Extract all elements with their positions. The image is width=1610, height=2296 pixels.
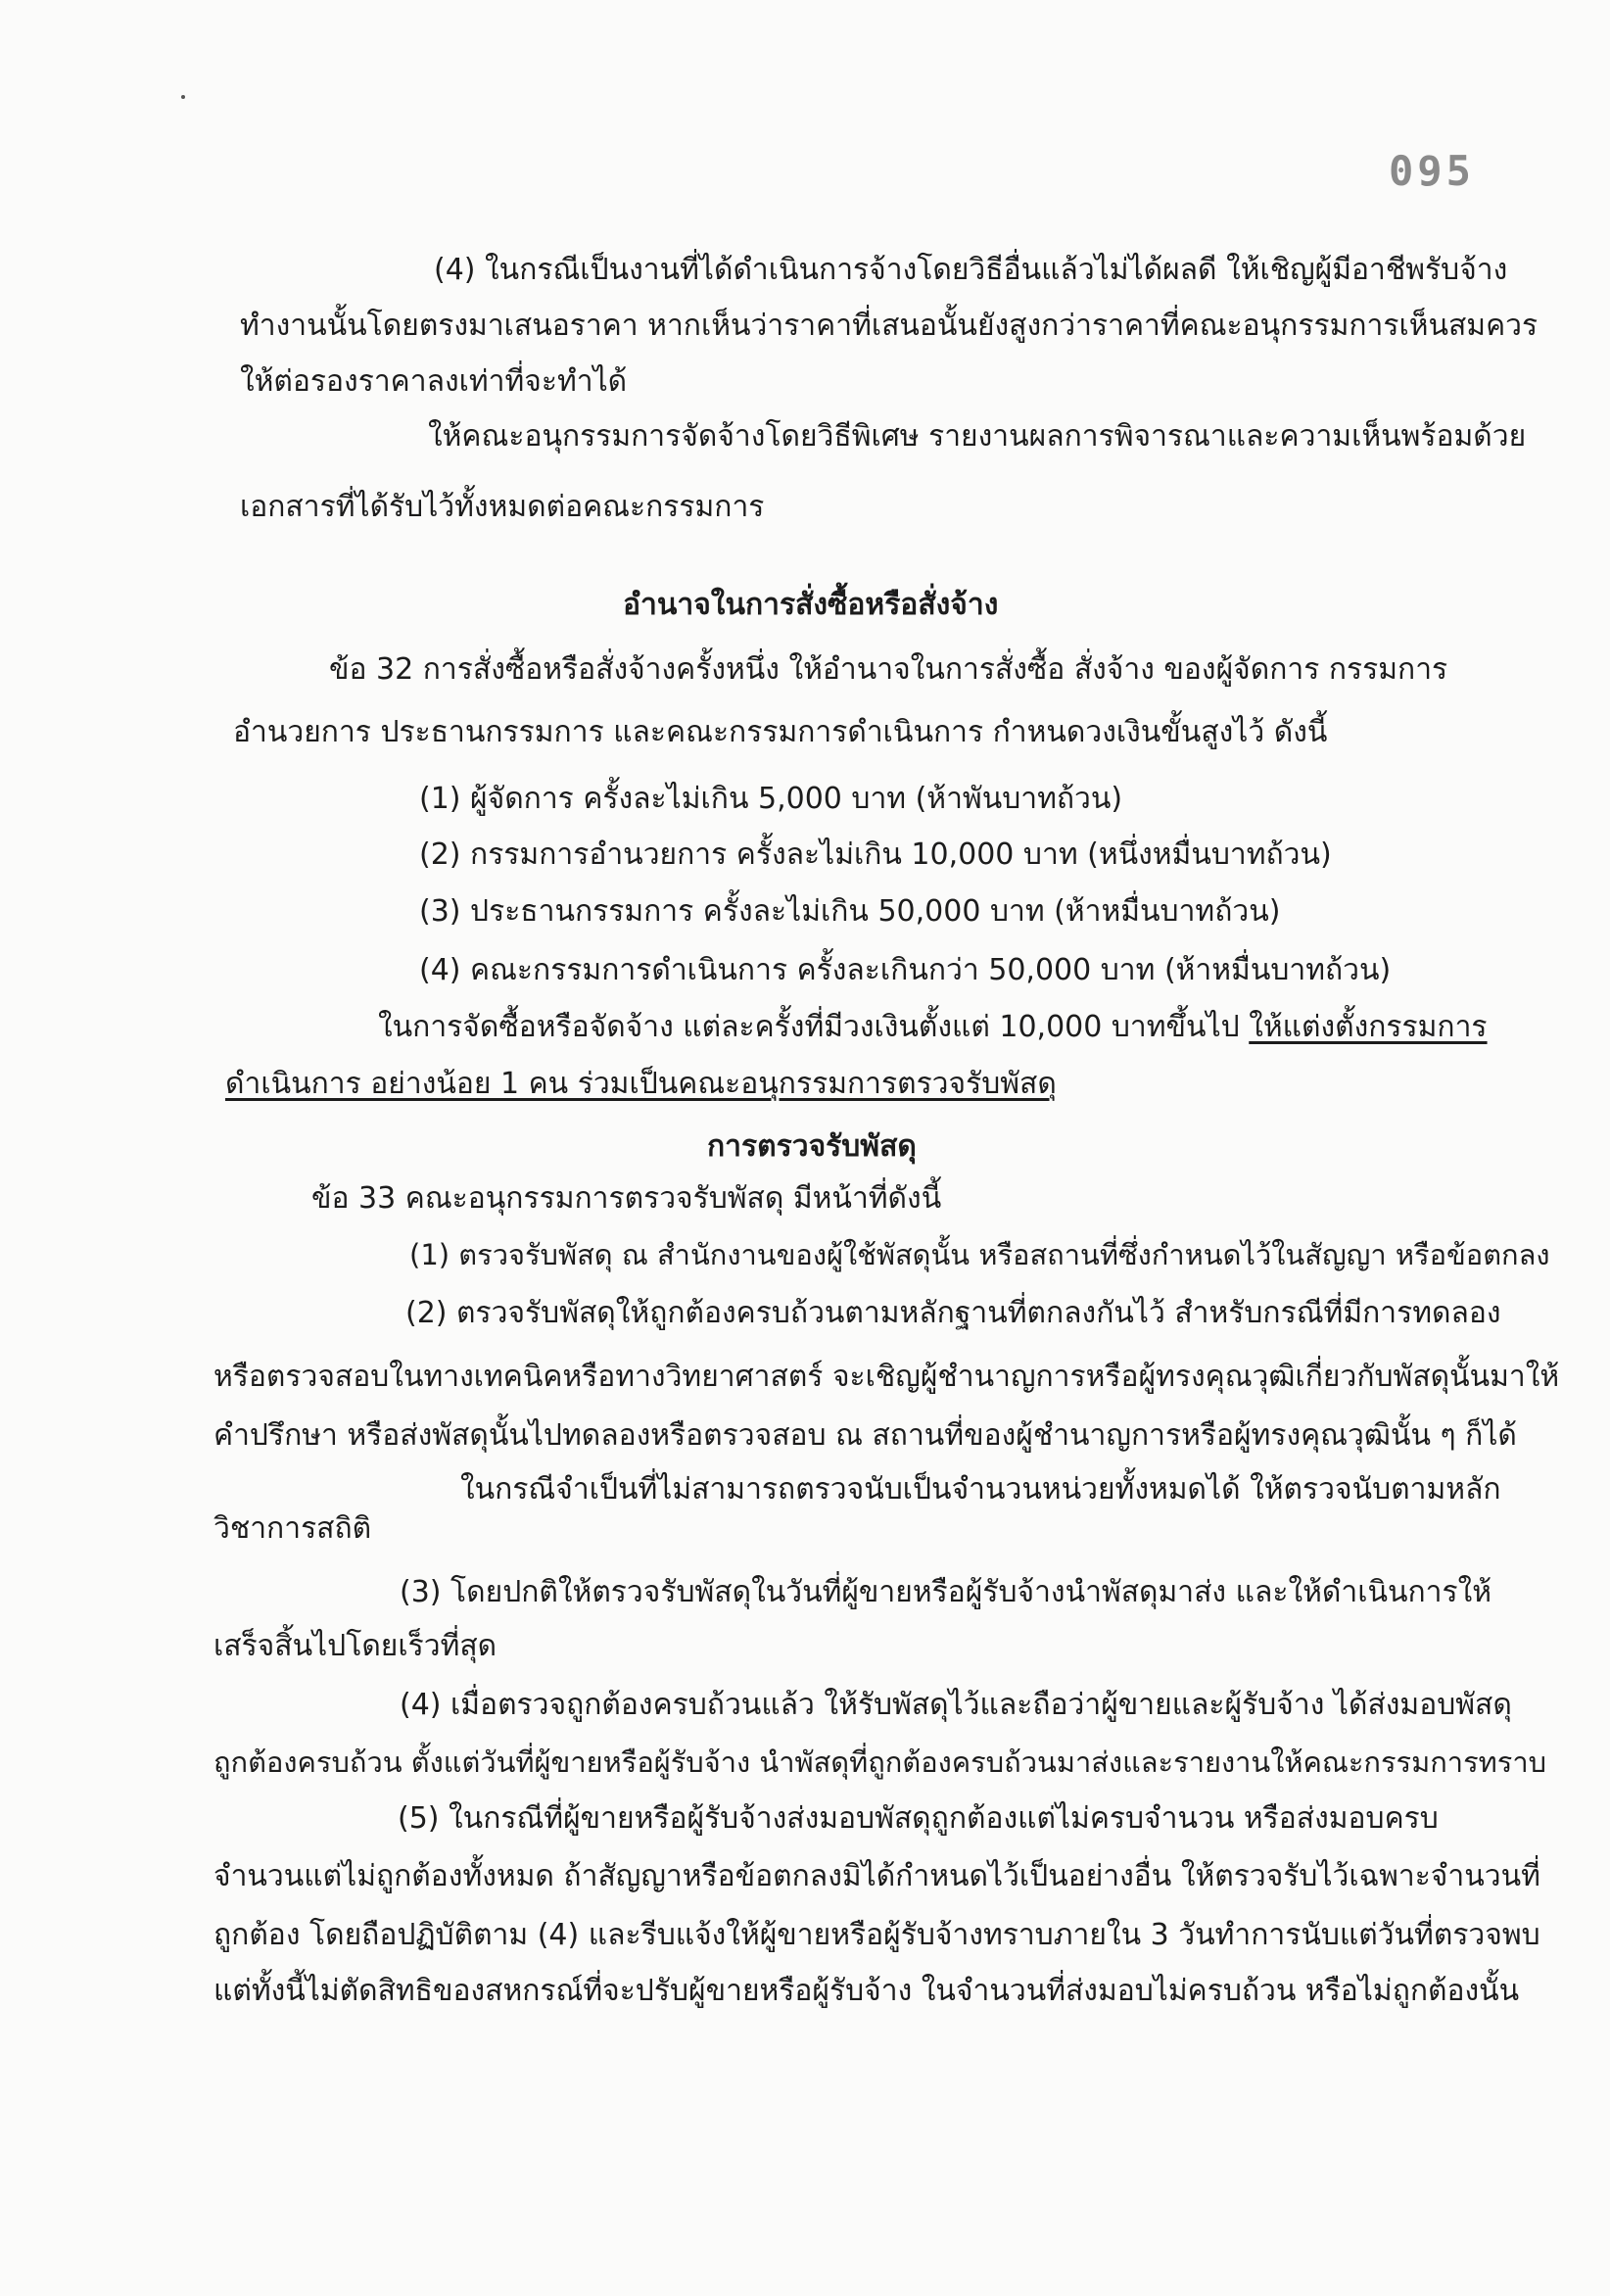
inspection-item-2-line-4: ในกรณีจำเป็นที่ไม่สามารถตรวจนับเป็นจำนวนหน่วยทั้งหมดได้ ให้ตรวจนับตามหลัก xyxy=(460,1472,1501,1507)
section-heading-authority: อำนาจในการสั่งซื้อหรือสั่งจ้าง xyxy=(623,588,999,622)
authority-item-4: (4) คณะกรรมการดำเนินการ ครั้งละเกินกว่า 50,000 บาท (ห้าหมื่นบาทถ้วน) xyxy=(419,953,1392,987)
inspection-item-3-line-1: (3) โดยปกติให้ตรวจรับพัสดุในวันที่ผู้ขายหรือผู้รับจ้างนำพัสดุมาส่ง และให้ดำเนินการให้ xyxy=(400,1575,1492,1609)
inspection-item-3-line-2: เสร็จสิ้นไปโดยเร็วที่สุด xyxy=(213,1629,497,1663)
inspection-item-2-line-1: (2) ตรวจรับพัสดุให้ถูกต้องครบถ้วนตามหลักฐานที่ตกลงกันไว้ สำหรับกรณีที่มีการทดลอง xyxy=(405,1296,1501,1330)
inspection-item-4-line-1: (4) เมื่อตรวจถูกต้องครบถ้วนแล้ว ให้รับพัสดุไว้และถือว่าผู้ขายและผู้รับจ้าง ได้ส่งมอบพัสดุ xyxy=(400,1688,1512,1722)
inspection-item-4-line-2: ถูกต้องครบถ้วน ตั้งแต่วันที่ผู้ขายหรือผู้รับจ้าง นำพัสดุที่ถูกต้องครบถ้วนมาส่งและรายงานให้คณะกรรมการทราบ xyxy=(213,1746,1547,1779)
authority-item-3: (3) ประธานกรรมการ ครั้งละไม่เกิน 50,000 บาท (ห้าหมื่นบาทถ้วน) xyxy=(419,894,1281,929)
inspection-item-5-line-4: แต่ทั้งนี้ไม่ตัดสิทธิของสหกรณ์ที่จะปรับผู้ขายหรือผู้รับจ้าง ในจำนวนที่ส่งมอบไม่ครบถ้วน หรือไม่ถูกต้องนั้น xyxy=(213,1974,1520,2008)
authority-note-line-2: ดำเนินการ อย่างน้อย 1 คน ร่วมเป็นคณะอนุกรรมการตรวจรับพัสดุ xyxy=(225,1067,1057,1101)
clause-32-line-1: ข้อ 32 การสั่งซื้อหรือสั่งจ้างครั้งหนึ่ง ให้อำนาจในการสั่งซื้อ สั่งจ้าง ของผู้จัดการ กรรมการ xyxy=(329,652,1448,687)
inspection-item-5-line-3: ถูกต้อง โดยถือปฏิบัติตาม (4) และรีบแจ้งให้ผู้ขายหรือผู้รับจ้างทราบภายใน 3 วันทำการนับแต่วันที่ตรวจพบ xyxy=(213,1918,1540,1952)
paragraph-4-line-3: ให้ต่อรองราคาลงเท่าที่จะทำได้ xyxy=(240,364,628,399)
section-heading-inspection: การตรวจรับพัสดุ xyxy=(707,1129,917,1164)
authority-item-2: (2) กรรมการอำนวยการ ครั้งละไม่เกิน 10,000 บาท (หนึ่งหมื่นบาทถ้วน) xyxy=(419,837,1332,872)
clause-33: ข้อ 33 คณะอนุกรรมการตรวจรับพัสดุ มีหน้าที่ดังนี้ xyxy=(311,1181,942,1216)
report-paragraph-line-1: ให้คณะอนุกรรมการจัดจ้างโดยวิธีพิเศษ รายงานผลการพิจารณาและความเห็นพร้อมด้วย xyxy=(428,419,1527,454)
inspection-item-5-line-1: (5) ในกรณีที่ผู้ขายหรือผู้รับจ้างส่งมอบพัสดุถูกต้องแต่ไม่ครบจำนวน หรือส่งมอบครบ xyxy=(398,1801,1439,1836)
page-number: 095 xyxy=(1389,147,1475,195)
authority-item-1: (1) ผู้จัดการ ครั้งละไม่เกิน 5,000 บาท (ห้าพันบาทถ้วน) xyxy=(419,782,1123,816)
inspection-item-5-line-2: จำนวนแต่ไม่ถูกต้องทั้งหมด ถ้าสัญญาหรือข้อตกลงมิได้กำหนดไว้เป็นอย่างอื่น ให้ตรวจรับไว้เฉพาะจำนวนที่ xyxy=(213,1859,1540,1893)
authority-note-text: ในการจัดซื้อหรือจัดจ้าง แต่ละครั้งที่มีวงเงินตั้งแต่ 10,000 บาทขึ้นไป xyxy=(378,1010,1250,1044)
report-paragraph-line-2: เอกสารที่ได้รับไว้ทั้งหมดต่อคณะกรรมการ xyxy=(240,490,765,524)
authority-note-line-1 xyxy=(378,1007,1488,1048)
authority-note-underlined: ให้แต่งตั้งกรรมการ xyxy=(1249,1010,1488,1044)
paragraph-4-line-1: (4) ในกรณีเป็นงานที่ได้ดำเนินการจ้างโดยวิธีอื่นแล้วไม่ได้ผลดี ให้เชิญผู้มีอาชีพรับจ้าง xyxy=(434,253,1508,287)
inspection-item-2-line-2: หรือตรวจสอบในทางเทคนิคหรือทางวิทยาศาสตร์ จะเชิญผู้ชำนาญการหรือผู้ทรงคุณวุฒิเกี่ยวกับพัสดุนั้นมาให้ xyxy=(213,1360,1560,1394)
paragraph-4-line-2: ทำงานนั้นโดยตรงมาเสนอราคา หากเห็นว่าราคาที่เสนอนั้นยังสูงกว่าราคาที่คณะอนุกรรมการเห็นสมควร xyxy=(240,309,1539,343)
clause-32-line-2: อำนวยการ ประธานกรรมการ และคณะกรรมการดำเนินการ กำหนดวงเงินขั้นสูงไว้ ดังนี้ xyxy=(233,715,1328,749)
inspection-item-2-line-5: วิชาการสถิติ xyxy=(213,1511,372,1546)
scan-speck xyxy=(181,95,185,99)
inspection-item-2-line-3: คำปรึกษา หรือส่งพัสดุนั้นไปทดลองหรือตรวจสอบ ณ สถานที่ของผู้ชำนาญการหรือผู้ทรงคุณวุฒินั้น ๆ ก็ได้ xyxy=(213,1418,1517,1453)
inspection-item-1: (1) ตรวจรับพัสดุ ณ สำนักงานของผู้ใช้พัสดุนั้น หรือสถานที่ซึ่งกำหนดไว้ในสัญญา หรือข้อตกลง xyxy=(409,1238,1550,1271)
